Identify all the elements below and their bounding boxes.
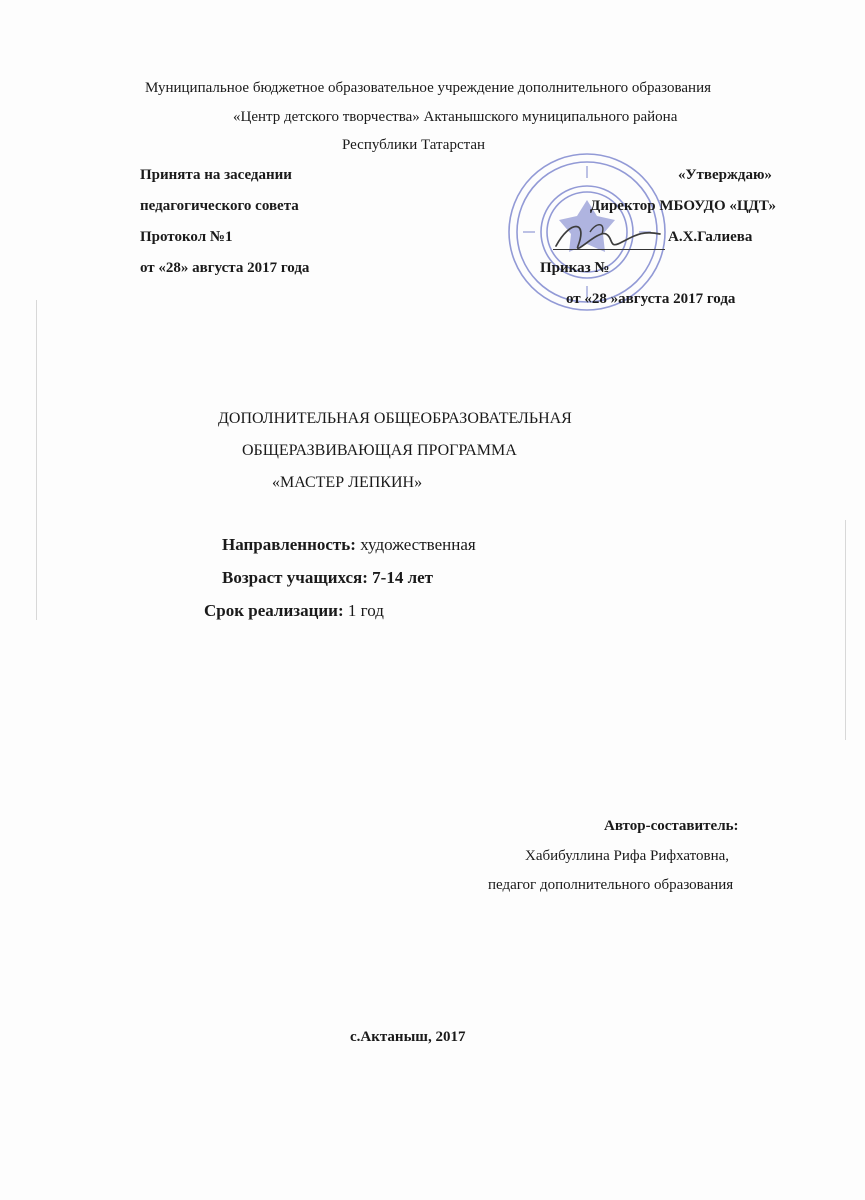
approval-right-line-2: Директор МБОУДО «ЦДТ» xyxy=(590,198,776,214)
header-line-3: Республики Татарстан xyxy=(342,137,486,153)
approval-left-line-1: Принята на заседании xyxy=(140,167,292,183)
place-year: с.Актаныш, 2017 xyxy=(350,1029,466,1045)
scan-artifact xyxy=(845,520,846,740)
approval-left-line-4: от «28» августа 2017 года xyxy=(140,260,310,276)
approval-right-line-5: от «28 »августа 2017 года xyxy=(566,291,736,307)
author-label: Автор-составитель: xyxy=(604,818,739,834)
term-value: 1 год xyxy=(343,601,384,620)
program-title-line-3: «МАСТЕР ЛЕПКИН» xyxy=(272,474,423,491)
age-row: Возраст учащихся: 7-14 лет xyxy=(222,568,434,587)
author-name: Хабибуллина Рифа Рифхатовна, xyxy=(525,848,730,864)
header-line-2: «Центр детского творчества» Актанышского муниципального района xyxy=(233,109,678,125)
term-row xyxy=(204,600,384,622)
program-title-line-1: ДОПОЛНИТЕЛЬНАЯ ОБЩЕОБРАЗОВАТЕЛЬНАЯ xyxy=(218,410,572,427)
direction-row xyxy=(222,534,476,556)
approval-left-line-3: Протокол №1 xyxy=(140,229,233,245)
term-label: Срок реализации: xyxy=(204,601,344,620)
header-line-1: Муниципальное бюджетное образовательное учреждение дополнительного образования xyxy=(145,80,712,96)
approval-left-line-2: педагогического совета xyxy=(140,198,299,214)
signature xyxy=(548,212,668,260)
direction-label: Направленность: xyxy=(222,535,356,554)
approval-right-line-1: «Утверждаю» xyxy=(678,167,772,183)
scan-artifact xyxy=(36,300,37,620)
approval-right-line-4: Приказ № xyxy=(540,260,610,276)
author-position: педагог дополнительного образования xyxy=(488,877,734,893)
direction-value: художественная xyxy=(355,535,476,554)
approval-right-line-3: А.Х.Галиева xyxy=(668,229,753,245)
program-title-line-2: ОБЩЕРАЗВИВАЮЩАЯ ПРОГРАММА xyxy=(242,442,517,459)
